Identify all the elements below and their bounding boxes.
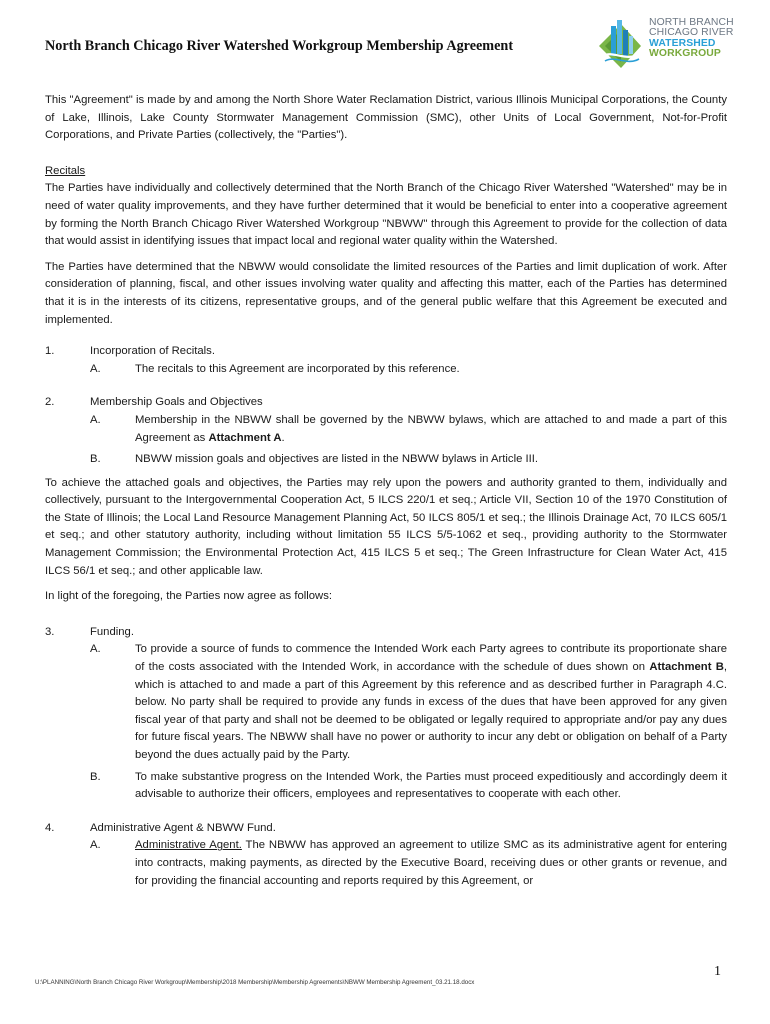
- section-number: 1.: [45, 345, 55, 358]
- item-letter: A.: [90, 643, 101, 656]
- footer-file-path: U:\PLANNING\North Branch Chicago River Workgroup\Membership\2018 Membership\Membership Agreements\NBWW Membership Agreement_03.21.18.docx: [35, 979, 475, 986]
- section-4-item-a: [45, 837, 727, 890]
- document-body: [45, 92, 727, 894]
- section-3-item-b: [45, 769, 727, 804]
- item-letter: A.: [90, 413, 101, 426]
- section-2-item-a: A. Membership in the NBWW shall be governed by the NBWW bylaws, which are attached to and made a part of this Agreement as Attachment A.: [90, 413, 727, 444]
- logo-line-1: NORTH BRANCH: [649, 17, 734, 28]
- page-number: 1: [714, 964, 721, 979]
- item-text: NBWW mission goals and objectives are listed in the NBWW bylaws in Article III.: [135, 453, 539, 466]
- recitals-heading: Recitals: [45, 164, 86, 177]
- attachment-a-ref: Attachment A: [208, 431, 282, 444]
- document-title: North Branch Chicago River Watershed Workgroup Membership Agreement: [45, 38, 514, 54]
- section-number: 2.: [45, 396, 55, 409]
- section-number: 4.: [45, 821, 55, 834]
- recitals-paragraph-2: The Parties have determined that the NBWW would consolidate the limited resources of the Parties and limit duplication of work. After consideration of planning, fiscal, and other issues involving water quality and affecting this matter, each of the Parties has determined that it is in the interests of its citizens, representative groups, and of the general public welfare that this Agreement be executed and implemented.: [45, 260, 727, 326]
- section-title: Incorporation of Recitals.: [90, 345, 215, 358]
- foregoing-paragraph: In light of the foregoing, the Parties now agree as follows:: [45, 590, 332, 603]
- item-text: The NBWW has approved an agreement to utilize SMC as its administrative agent for entering into contracts, making payments, as directed by the Executive Board, receiving dues or other grants or revenue, and for providing the financial accounting and reports required by this Agreement, or: [135, 839, 727, 887]
- section-2: [45, 394, 727, 468]
- logo-line-4: WORKGROUP: [649, 48, 721, 60]
- watershed-logo-icon: [597, 16, 647, 70]
- item-text: To provide a source of funds to commence the Intended Work each Party agrees to contribute its proportionate share of the costs associated with the Intended Work, in accordance with the schedule of dues shown on: [135, 643, 727, 674]
- section-title: Membership Goals and Objectives: [90, 396, 263, 409]
- item-letter: A.: [90, 839, 101, 852]
- section-2-item-b: [45, 451, 727, 469]
- item-text: The recitals to this Agreement are incorporated by this reference.: [135, 362, 460, 375]
- item-text: Membership in the NBWW shall be governed by the NBWW bylaws, which are attached to and made a part of this Agreement as: [135, 413, 727, 444]
- recitals-paragraph-1: The Parties have individually and collectively determined that the North Branch of the Chicago River Watershed "Watershed" may be in need of water quality improvements, and they have further determined that it would be beneficial to enter into a cooperative agreement by forming the North Branch Chicago River Watershed Workgroup "NBWW" through this Agreement to provide for the collection of data that would assist in identifying issues that impact local and regional water quality within the Watershed.: [45, 182, 727, 248]
- logo-line-3: WATERSHED: [649, 37, 716, 49]
- section-title: Funding.: [90, 625, 134, 638]
- section-number: 3.: [45, 625, 55, 638]
- section-3-item-a: A. To provide a source of funds to commence the Intended Work each Party agrees to contribute its proportionate share of the costs associated with the Intended Work, in accordance with the schedule of dues shown on Attachment B, which is attached to and made a part of this Agreement by this reference and as described further in Paragraph 4.C. below. No party shall be required to provide any funds in excess of the dues that have been approved for any given fiscal year of that party and shall not be deemed to be obligated or legally required to appropriate and/or pay any dues for future fiscal years. The NBWW shall have no power or authority to incur any debt or obligation on behalf of a Party beyond the dues actually paid by the Party.: [90, 643, 728, 761]
- section-1-item-a: [45, 361, 727, 379]
- item-letter: B.: [90, 770, 101, 783]
- item-letter: B.: [90, 453, 101, 466]
- section-title: Administrative Agent & NBWW Fund.: [90, 821, 276, 834]
- section-3: [45, 624, 727, 804]
- logo-line-2: CHICAGO RIVER: [649, 27, 734, 39]
- attachment-b-ref: Attachment B: [649, 661, 724, 674]
- item-letter: A.: [90, 362, 101, 375]
- item-text: To make substantive progress on the Intended Work, the Parties must proceed expeditiously and accordingly deem it advisable to authorize their officers, employees and representatives to cooperate with each other.: [135, 770, 727, 801]
- section-4: [45, 820, 727, 890]
- nbww-logo: [597, 16, 734, 70]
- intro-paragraph: This "Agreement" is made by and among the North Shore Water Reclamation District, various Illinois Municipal Corporations, the County of Lake, Illinois, Lake County Stormwater Management Commission (SMC), other Units of Local Government, Not-for-Profit Corporations, and Private Parties (collectively, the "Parties").: [45, 94, 727, 142]
- section-1: [45, 343, 727, 378]
- authority-paragraph: To achieve the attached goals and objectives, the Parties may rely upon the powers and authority granted to them, individually and collectively, pursuant to the Intergovernmental Cooperation Act, 5 ILCS 220/1 et seq.; Article VII, Section 10 of the 1970 Constitution of the State of Illinois; the Local Land Resource Management Planning Act, 50 ILCS 805/1 et seq.; the Illinois Drainage Act, 70 ILCS 605/1 et seq.; and other statutory authority, including without limitation 55 ILCS 5/5-1062 et seq., providing authority to the Stormwater Management Commission; the Environmental Protection Act, 415 ILCS 5 et seq.; The Green Infrastructure for Clean Water Act, 415 ILCS 56/1 et seq.; and other applicable law.: [45, 476, 727, 577]
- administrative-agent-heading: Administrative Agent.: [135, 839, 242, 852]
